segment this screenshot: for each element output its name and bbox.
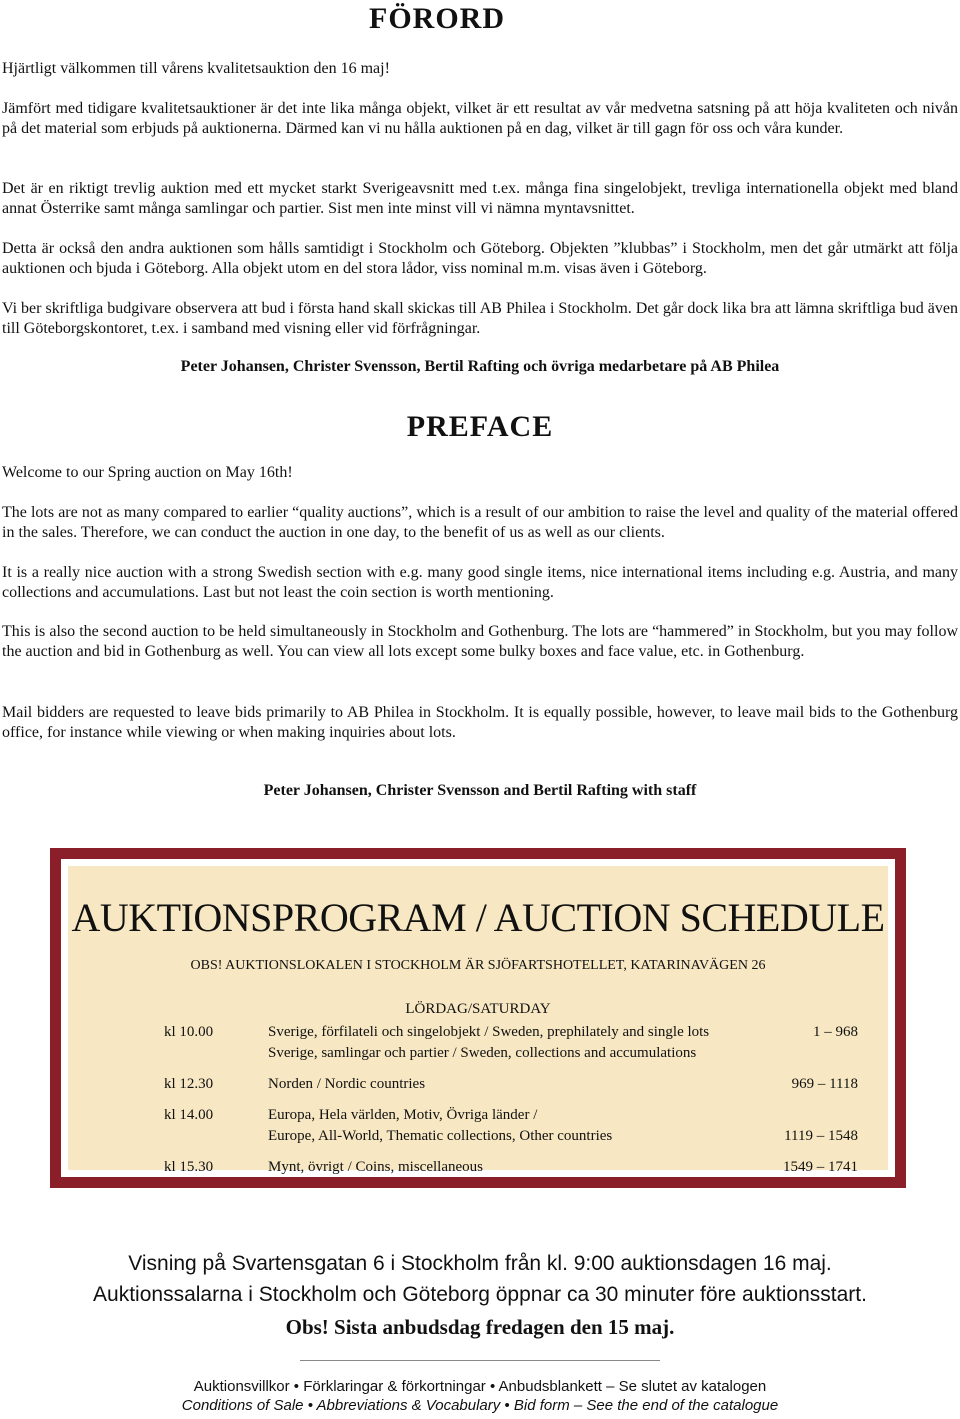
- schedule-desc: Europe, All-World, Thematic collections, Other countries: [268, 1128, 613, 1144]
- schedule-time: kl 12.30: [164, 1076, 214, 1092]
- schedule-title: AUKTIONSPROGRAM / AUCTION SCHEDULE: [71, 895, 885, 940]
- schedule-lots: 969 – 1118: [791, 1076, 858, 1092]
- schedule-venue-note: OBS! AUKTIONSLOKALEN I STOCKHOLM ÄR SJÖFARTSHOTELLET, KATARINAVÄGEN 26: [190, 958, 766, 973]
- forord-heading: FÖRORD: [369, 2, 505, 35]
- preface-heading: PREFACE: [406, 410, 554, 443]
- schedule-time: kl 10.00: [164, 1024, 214, 1040]
- footer-viewing-info: Visning på Svartensgatan 6 i Stockholm från kl. 9:00 auktionsdagen 16 maj.: [128, 1252, 832, 1275]
- forord-paragraph-3: Detta är också den andra auktionen som hålls samtidigt i Stockholm och Göteborg. Objekten ”klubbas” i Stockholm, men det går utmärkt att följa auktionen och bjuda i Göteborg. Alla objekt utom en del stora lådor, viss nominal m.m. visas även i Göteborg.: [2, 240, 958, 277]
- schedule-lots: 1119 – 1548: [784, 1128, 858, 1144]
- schedule-time: kl 15.30: [164, 1159, 214, 1175]
- schedule-frame-inner: [61, 859, 895, 1177]
- footer-opening-info: Auktionssalarna i Stockholm och Göteborg öppnar ca 30 minuter före auktionsstart.: [93, 1283, 867, 1306]
- schedule-frame: [50, 848, 906, 1188]
- forord-signature: Peter Johansen, Christer Svensson, Bertil Rafting och övriga medarbetare på AB Philea: [180, 358, 780, 375]
- forord-paragraph-2: Det är en riktigt trevlig auktion med ett mycket starkt Sverigeavsnitt med t.ex. många fina singelobjekt, trevliga internationella objekt med bland annat Österrike samt många samlingar och partier. Sist men inte minst vill vi nämna myntavsnittet.: [2, 180, 958, 217]
- schedule-desc: Sverige, samlingar och partier / Sweden, collections and accumulations: [268, 1045, 697, 1061]
- schedule-lots: 1 – 968: [813, 1024, 858, 1040]
- schedule-panel: [68, 866, 888, 1175]
- preface-paragraph-4: Mail bidders are requested to leave bids primarily to AB Philea in Stockholm. It is equally possible, however, to leave mail bids to the Gothenburg office, for instance while viewing or when making inquiries about lots.: [2, 704, 958, 741]
- schedule-desc: Europa, Hela världen, Motiv, Övriga länder /: [268, 1107, 538, 1123]
- preface-paragraph-3: This is also the second auction to be held simultaneously in Stockholm and Gothenburg. The lots are “hammered” in Stockholm, but you may follow the auction and bid in Gothenburg as well. You can view all lots except some bulky boxes and face value, etc. in Gothenburg.: [2, 623, 958, 660]
- preface-paragraph-1: The lots are not as many compared to earlier “quality auctions”, which is a result of our ambition to raise the level and quality of the material offered in the sales. Therefore, we can conduct the auction in one day, to the benefit of us as well as our clients.: [2, 504, 958, 541]
- schedule-desc: Mynt, övrigt / Coins, miscellaneous: [268, 1159, 483, 1175]
- preface-paragraph-2: It is a really nice auction with a strong Swedish section with e.g. many good single items, nice international items including e.g. Austria, and many collections and accumulations. Last but not least the coin section is worth mentioning.: [2, 564, 958, 601]
- schedule-desc: Norden / Nordic countries: [268, 1076, 426, 1092]
- footer-links-english: Conditions of Sale • Abbreviations & Vocabulary • Bid form – See the end of the catalogue: [181, 1397, 779, 1414]
- footer-links-swedish: Auktionsvillkor • Förklaringar & förkortningar • Anbudsblankett – Se slutet av katalogen: [193, 1378, 767, 1395]
- schedule-day: LÖRDAG/SATURDAY: [405, 1001, 551, 1017]
- schedule-desc: Sverige, förfilateli och singelobjekt / Sweden, prephilately and single lots: [268, 1024, 710, 1040]
- schedule-lots: 1549 – 1741: [783, 1159, 858, 1175]
- forord-greeting: Hjärtligt välkommen till vårens kvalitetsauktion den 16 maj!: [2, 60, 390, 77]
- schedule-time: kl 14.00: [164, 1107, 214, 1123]
- footer-deadline: Obs! Sista anbudsdag fredagen den 15 maj.: [285, 1315, 675, 1339]
- forord-paragraph-1: Jämfört med tidigare kvalitetsauktioner är det inte lika många objekt, vilket är ett resultat av vår medvetna satsning på att höja kvaliteten och nivån på det material som erbjuds på auktionerna. Därmed kan vi nu hålla auktionen på en dag, vilket är till gagn för oss och våra kunder.: [2, 100, 958, 137]
- footer-divider: [300, 1360, 660, 1361]
- preface-greeting: Welcome to our Spring auction on May 16th!: [2, 464, 293, 481]
- forord-paragraph-4: Vi ber skriftliga budgivare observera att bud i första hand skall skickas till AB Philea i Stockholm. Det går dock lika bra att lämna skriftliga bud även till Göteborgskontoret, t.ex. i samband med visning eller vid förfrågningar.: [2, 300, 958, 337]
- preface-signature: Peter Johansen, Christer Svensson and Bertil Rafting with staff: [263, 782, 697, 799]
